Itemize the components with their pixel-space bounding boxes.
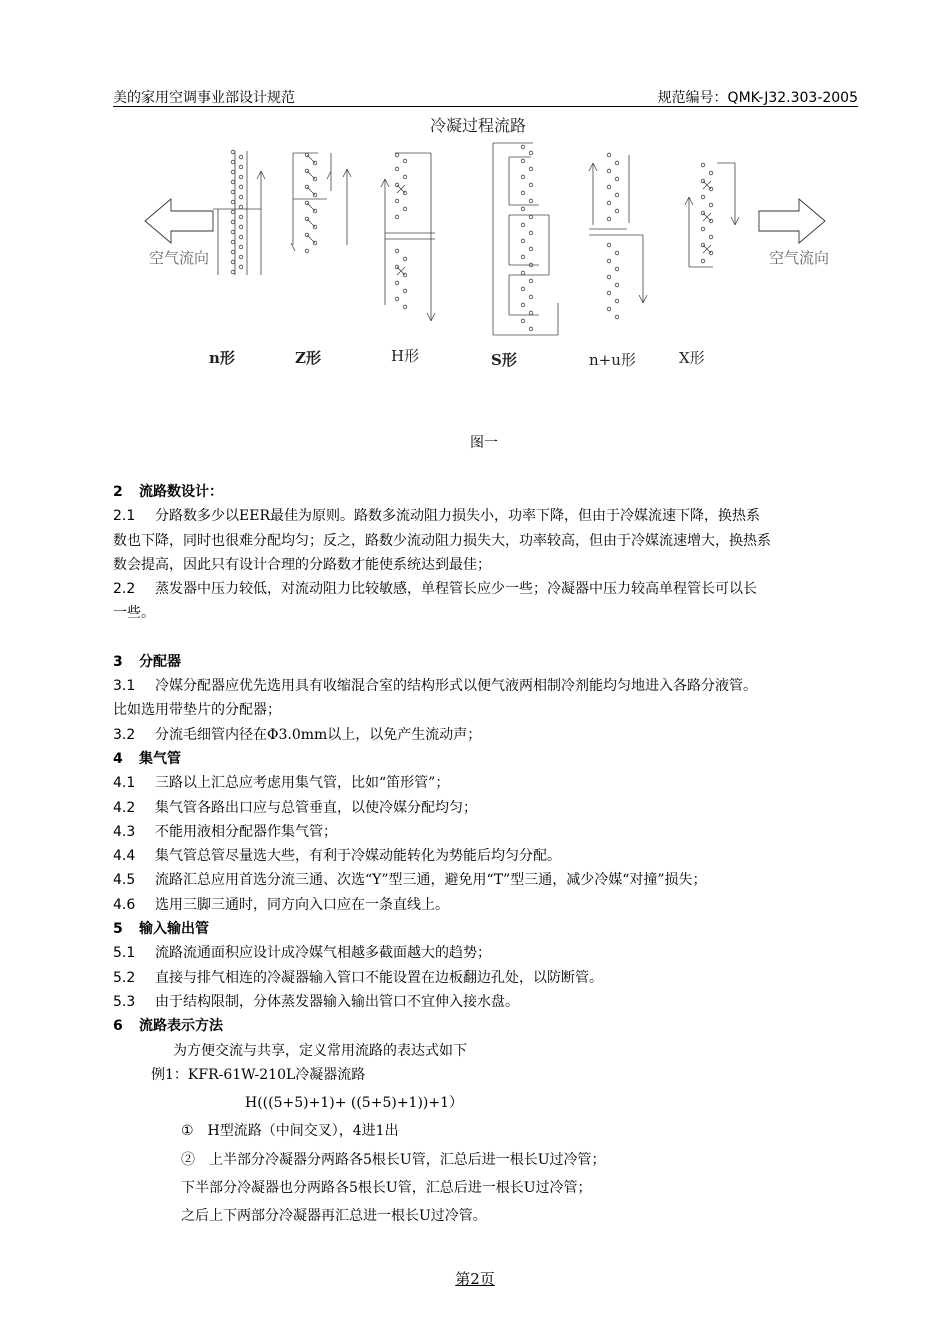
list-item: 5.1 流路流通面积应设计成冷媒气相越多截面越大的趋势； (113, 945, 491, 962)
header-spec-number: 规范编号：QMK-J32.303-2005 (657, 90, 858, 106)
para-2-1-line2: 数也下降，同时也很难分配均匀；反之，路数少流动阻力损失大，功率较高，但由于冷媒流速增大，换热系 (113, 532, 771, 549)
flow-path-diagram (113, 135, 858, 385)
para-6-item1: ① H型流路（中间交叉），4进1出 (181, 1123, 399, 1140)
z-shape-diagram (291, 153, 351, 253)
n-shape-diagram (213, 150, 265, 275)
para-6-item2: ② 上半部分冷凝器分两路各5根长U管，汇总后进一根长U过冷管； (181, 1151, 606, 1168)
flow-formula: H(((5+5)+1)+ ((5+5)+1))+1） (245, 1095, 464, 1112)
para-3-1-line2: 比如选用带垫片的分配器； (113, 702, 281, 719)
para-6-line3: 下半部分冷凝器也分两路各5根长U管，汇总后进一根长U过冷管； (181, 1180, 592, 1197)
s-shape-diagram (493, 143, 558, 335)
shape-label-z: Z形 (295, 349, 321, 367)
document-body (113, 480, 863, 1229)
para-3-2: 3.2 分流毛细管内径在Φ3.0mm以上，以免产生流动声； (113, 726, 482, 743)
list-item: 5.3 由于结构限制，分体蒸发器输入输出管口不宜伸入接水盘。 (113, 993, 519, 1010)
list-item: 4.3 不能用液相分配器作集气管； (113, 823, 337, 840)
section-4-heading: 4 集气管 (113, 750, 181, 767)
para-2-2-line2: 一些。 (113, 605, 155, 622)
section-3-heading: 3 分配器 (113, 653, 181, 670)
section-2-heading: 2 流路数设计： (113, 484, 223, 500)
para-2-1: 2.1 分路数多少以EER最佳为原则。路数多流动阻力损失小，功率下降，但由于冷媒流速下降，换热系 (113, 508, 760, 525)
list-item: 4.2 集气管各路出口应与总管垂直，以使冷媒分配均匀； (113, 799, 477, 816)
air-flow-label-left: 空气流向 (149, 249, 210, 267)
para-3-1: 3.1 冷媒分配器应优先选用具有收缩混合室的结构形式以便气液两相制冷剂能均匀地进入各路分液管。 (113, 678, 757, 695)
para-6-intro: 为方便交流与共享，定义常用流路的表达式如下 (173, 1042, 467, 1059)
list-item: 5.2 直接与排气相连的冷凝器输入管口不能设置在边板翻边孔处，以防断管。 (113, 969, 603, 986)
page-number: 第2页 (455, 1270, 495, 1288)
shape-label-n: n形 (209, 349, 235, 367)
para-6-line4: 之后上下两部分冷凝器再汇总进一根长U过冷管。 (181, 1208, 487, 1225)
air-flow-label-right: 空气流向 (769, 249, 830, 267)
header-title: 美的家用空调事业部设计规范 (113, 90, 295, 106)
air-arrow-right-icon (759, 199, 825, 243)
shape-label-h: H形 (391, 347, 420, 365)
x-shape-diagram (685, 163, 739, 267)
h-shape-diagram (381, 153, 435, 321)
shape-label-s: S形 (491, 351, 517, 369)
figure-caption: 图一 (470, 435, 498, 451)
shape-label-nu: n+u形 (589, 351, 636, 369)
nu-shape-diagram (589, 153, 647, 319)
section-5-heading: 5 输入输出管 (113, 921, 209, 938)
shape-label-x: X形 (679, 349, 705, 367)
figure-title: 冷凝过程流路 (430, 116, 527, 135)
para-2-1-line3: 数会提高，因此只有设计合理的分路数才能使系统达到最佳； (113, 556, 491, 573)
list-item: 4.4 集气管总管尽量选大些，有利于冷媒动能转化为势能后均匀分配。 (113, 848, 561, 865)
list-item: 4.6 选用三脚三通时，同方向入口应在一条直线上。 (113, 896, 449, 913)
air-arrow-left-icon (145, 199, 213, 243)
list-item: 4.1 三路以上汇总应考虑用集气管，比如“笛形管”； (113, 775, 450, 792)
section-6-heading: 6 流路表示方法 (113, 1018, 223, 1035)
page-header (113, 86, 858, 107)
para-6-example: 例1：KFR-61W-210L冷凝器流路 (151, 1066, 366, 1083)
list-item: 4.5 流路汇总应用首选分流三通、次选“Y”型三通，避免用“T”型三通，减少冷媒“对撞”损失； (113, 872, 707, 889)
para-2-2: 2.2 蒸发器中压力较低，对流动阻力比较敏感，单程管长应少一些；冷凝器中压力较高单程管长可以长 (113, 581, 757, 598)
